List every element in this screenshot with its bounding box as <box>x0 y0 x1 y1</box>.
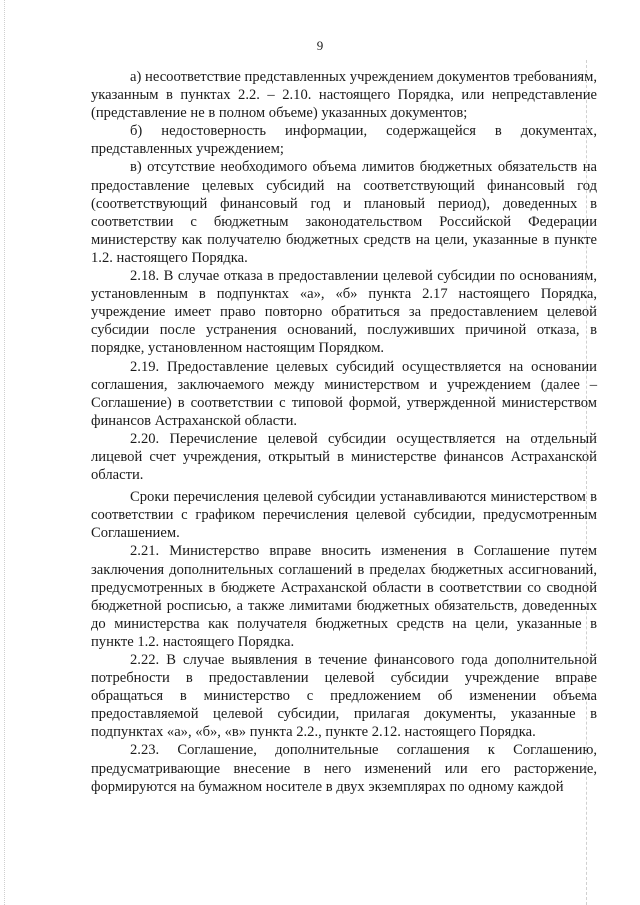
paragraph-terms: Сроки перечисления целевой субсидии устанавливаются министерством в соответствии с графиком перечисления целевой субсидии, предусмотренным Соглашением. <box>91 489 597 542</box>
document-body <box>91 68 597 796</box>
paragraph-2-18: 2.18. В случае отказа в предоставлении целевой субсидии по основаниям, установленным в подпунктах «а», «б» пункта 2.17 настоящего Порядка, учреждение имеет право повторно обратиться за предоставлением целевой субсидии после устранения оснований, послуживших причиной отказа, в порядке, установленном настоящим Порядком. <box>91 268 597 357</box>
paragraph-2-19: 2.19. Предоставление целевых субсидий осуществляется на основании соглашения, заключаемого между министерством и учреждением (далее – Соглашение) в соответствии с типовой формой, утвержденной министерством финансов Астраханской области. <box>91 358 597 429</box>
paragraph-2-23: 2.23. Соглашение, дополнительные соглашения к Соглашению, предусматривающие внесение в него изменений или его расторжение, формируются на бумажном носителе в двух экземплярах по одному каждой <box>91 742 597 795</box>
paragraph-2-22: 2.22. В случае выявления в течение финансового года дополнительной потребности в предоставлении целевой субсидии учреждение вправе обращаться в министерство с предложением об изменении объема предоставляемой целевой субсидии, прилагая документы, указанные в подпунктах «а», «б», «в» пункта 2.2., пункте 2.12. настоящего Порядка. <box>91 652 597 741</box>
paragraph-2-21: 2.21. Министерство вправе вносить изменения в Соглашение путем заключения дополнительных соглашений в пределах бюджетных ассигнований, предусмотренных в бюджете Астраханской области в соответствии со сводной бюджетной росписью, а также лимитами бюджетных обязательств, доведенных до министерства как получателя бюджетных средств на цели, указанные в пункте 1.2. настоящего Порядка. <box>91 543 597 650</box>
paragraph-v: в) отсутствие необходимого объема лимитов бюджетных обязательств на предоставление целевых субсидий на соответствующий финансовый год (соответствующий финансовый год и плановый период), доведенных в соответствии с бюджетным законодательством Российской Федерации министерству как получателю бюджетных средств на цели, указанные в пункте 1.2. настоящего Порядка. <box>91 159 597 266</box>
paragraph-2-20: 2.20. Перечисление целевой субсидии осуществляется на отдельный лицевой счет учреждения, открытый в министерстве финансов Астраханской области. <box>91 430 597 484</box>
page-number: 9 <box>316 38 324 53</box>
scan-edge-left <box>4 0 6 905</box>
paragraph-a: а) несоответствие представленных учреждением документов требованиям, указанным в пунктах 2.2. – 2.10. настоящего Порядка, или непредставление (представление не в полном объеме) указанных документов; <box>91 69 597 122</box>
paragraph-b: б) недостоверность информации, содержащейся в документах, представленных учреждением; <box>91 123 597 158</box>
